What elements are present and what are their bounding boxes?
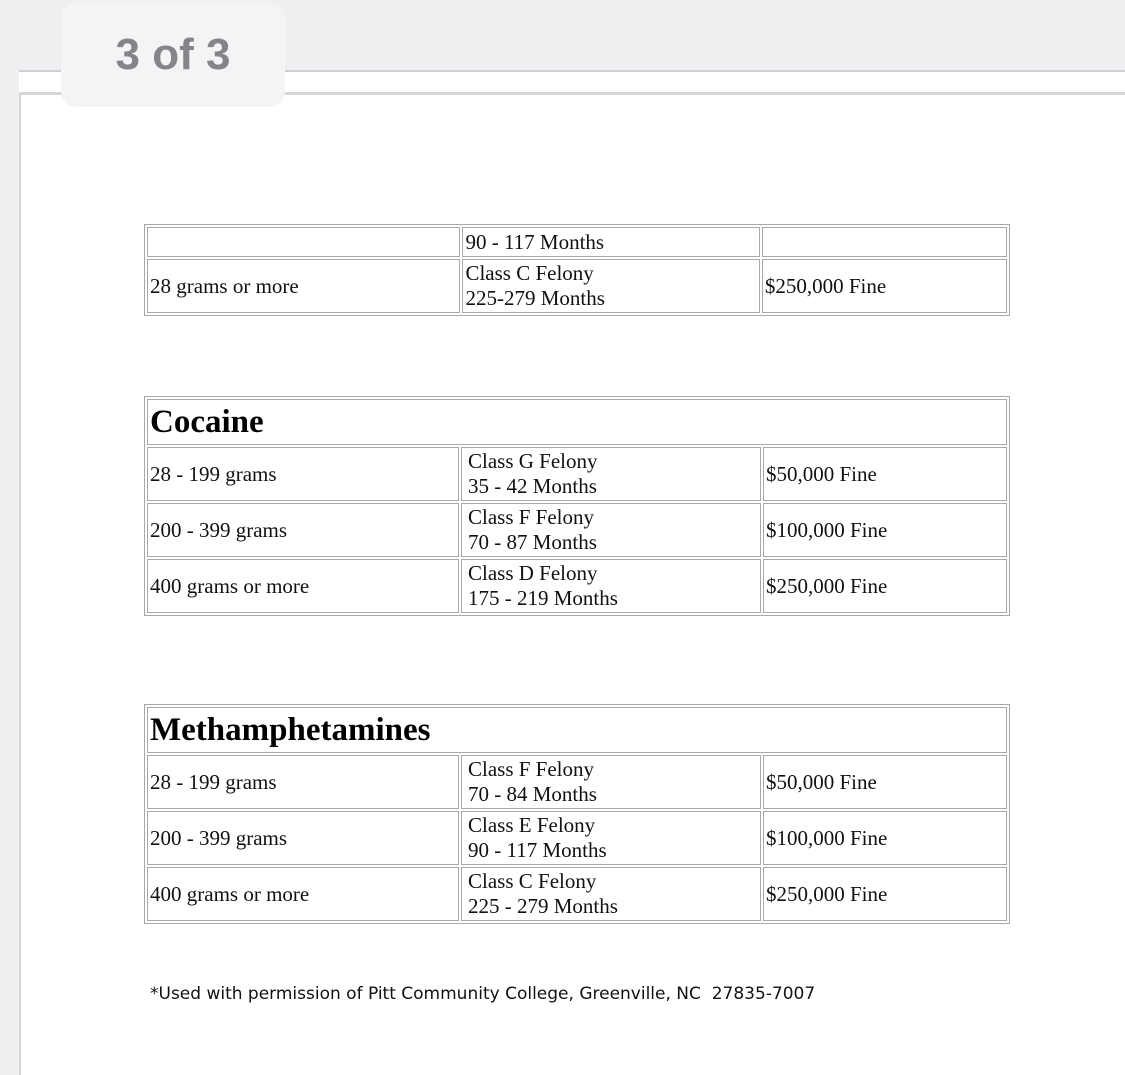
term-text: 70 - 84 Months	[468, 782, 597, 806]
amount-cell: 28 - 199 grams	[147, 447, 459, 501]
sentence-cell	[461, 503, 761, 557]
continued-table	[144, 224, 1010, 316]
sentence-cell	[461, 447, 761, 501]
felony-class-text: Class E Felony	[468, 813, 596, 837]
term-text: 225 - 279 Months	[468, 894, 618, 918]
amount-cell: 28 - 199 grams	[147, 755, 459, 809]
fine-cell: $250,000 Fine	[763, 559, 1007, 613]
fine-cell: $250,000 Fine	[762, 259, 1007, 313]
methamphetamines-heading: Methamphetamines	[147, 707, 1007, 753]
term-text: 90 - 117 Months	[468, 838, 607, 862]
table-row	[147, 227, 1007, 257]
sentence-cell	[461, 867, 761, 921]
sentence-cell	[462, 227, 759, 257]
felony-class-text: Class C Felony	[465, 261, 594, 285]
table-row	[147, 447, 1007, 501]
table-row	[147, 259, 1007, 313]
amount-cell: 400 grams or more	[147, 559, 459, 613]
fine-cell: $100,000 Fine	[763, 811, 1007, 865]
term-text: 70 - 87 Months	[468, 530, 597, 554]
fine-cell: $100,000 Fine	[763, 503, 1007, 557]
cocaine-heading: Cocaine	[147, 399, 1007, 445]
cocaine-table	[144, 396, 1010, 616]
methamphetamines-table	[144, 704, 1010, 924]
fine-cell: $50,000 Fine	[763, 447, 1007, 501]
table-row	[147, 559, 1007, 613]
term-text: 225-279 Months	[465, 286, 605, 310]
table-header-row	[147, 399, 1007, 445]
felony-class-text: Class G Felony	[468, 449, 598, 473]
felony-class-text: Class F Felony	[468, 757, 595, 781]
amount-cell	[147, 227, 460, 257]
table-row	[147, 755, 1007, 809]
sentence-cell	[462, 259, 759, 313]
felony-class-text: Class F Felony	[468, 505, 595, 529]
fine-cell: $250,000 Fine	[763, 867, 1007, 921]
sentence-cell	[461, 811, 761, 865]
table-row	[147, 811, 1007, 865]
sentence-cell	[461, 755, 761, 809]
term-text: 35 - 42 Months	[468, 474, 597, 498]
amount-cell: 200 - 399 grams	[147, 811, 459, 865]
amount-cell: 400 grams or more	[147, 867, 459, 921]
amount-cell: 28 grams or more	[147, 259, 460, 313]
sentence-cell	[461, 559, 761, 613]
term-text: 175 - 219 Months	[468, 586, 618, 610]
felony-class-text: Class C Felony	[468, 869, 597, 893]
table-row	[147, 867, 1007, 921]
fine-cell	[762, 227, 1007, 257]
table-header-row	[147, 707, 1007, 753]
fine-cell: $50,000 Fine	[763, 755, 1007, 809]
page-counter-badge	[61, 3, 285, 107]
footnote: *Used with permission of Pitt Community College, Greenville, NC 27835-7007	[150, 984, 816, 1004]
term-text: 90 - 117 Months	[465, 229, 605, 254]
page-counter-label: 3 of 3	[115, 30, 231, 79]
table-row	[147, 503, 1007, 557]
amount-cell: 200 - 399 grams	[147, 503, 459, 557]
felony-class-text: Class D Felony	[468, 561, 598, 585]
